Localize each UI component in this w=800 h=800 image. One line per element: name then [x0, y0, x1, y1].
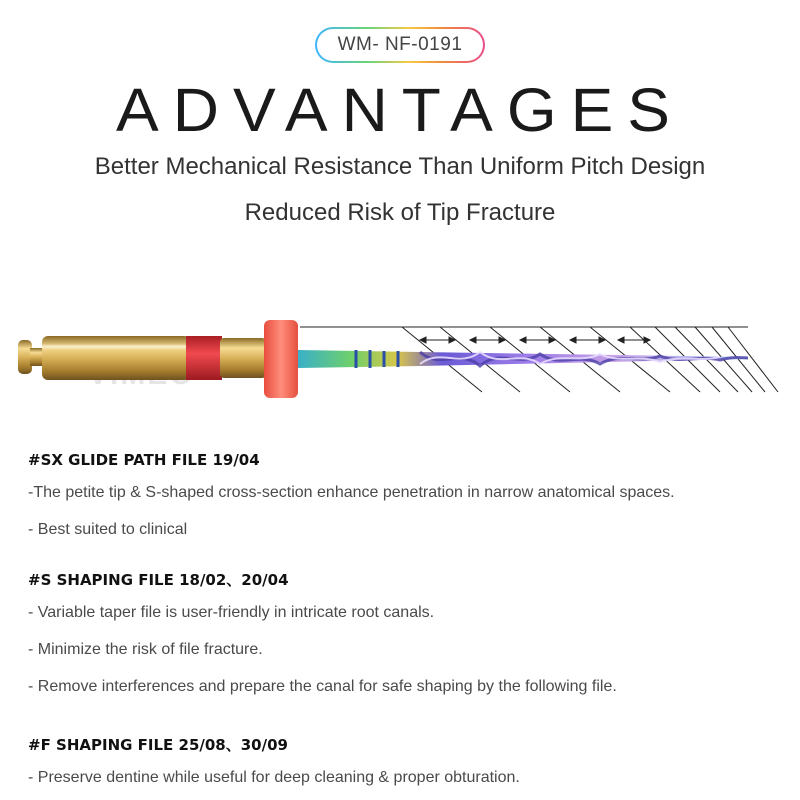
subtitle-2: Reduced Risk of Tip Fracture: [244, 199, 556, 226]
section-title: #SX GLIDE PATH FILE 19/04: [28, 451, 260, 469]
endo-file-image: [0, 300, 800, 420]
subtitle-1: Better Mechanical Resistance Than Uniform Pitch Design: [94, 153, 706, 180]
model-badge: [315, 27, 485, 63]
section-title: #F SHAPING FILE 25/08、30/09: [28, 736, 288, 754]
section-sx-glide-path: [28, 450, 788, 557]
model-badge-text: WM- NF-0191: [317, 29, 483, 61]
section-f-shaping: [28, 735, 788, 800]
bullet-item: - Minimize the risk of file fracture.: [28, 641, 263, 658]
pitch-arrows: [420, 337, 650, 343]
section-title: #S SHAPING FILE 18/02、20/04: [28, 571, 289, 589]
product-illustration: [0, 300, 800, 420]
page-title: ADVANTAGES: [116, 75, 684, 145]
rubber-stopper: [264, 320, 298, 398]
bullet-item: - Best suited to clinical: [28, 521, 188, 538]
bullet-item: - Preserve dentine while useful for deep cleaning & proper obturation.: [28, 769, 520, 786]
bullet-item: - Remove interferences and prepare the canal for safe shaping by the following file.: [28, 678, 617, 695]
file-handle: [18, 336, 266, 380]
bullet-item: -The petite tip & S-shaped cross-section enhance penetration in narrow anatomical spaces.: [28, 484, 675, 501]
section-s-shaping: [28, 570, 788, 714]
bullet-item: - Variable taper file is user-friendly in intricate root canals.: [28, 604, 435, 621]
